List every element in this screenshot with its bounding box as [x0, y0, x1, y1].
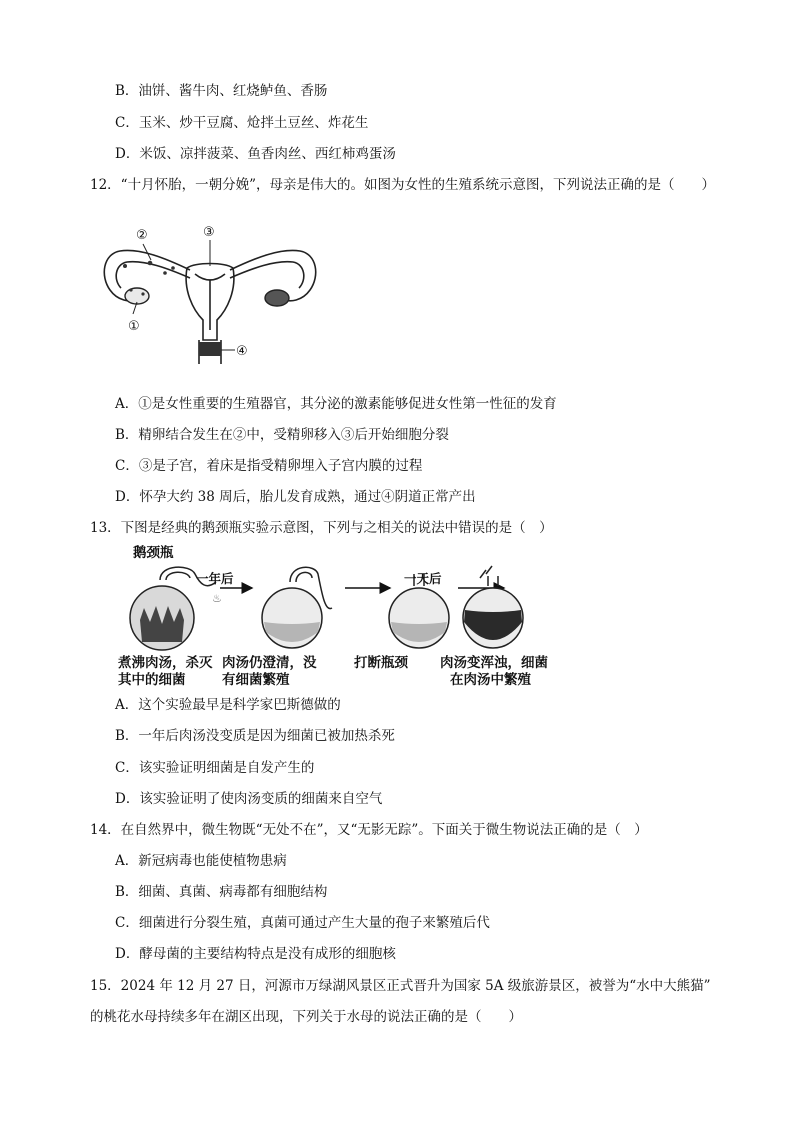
q14-option-a: A．新冠病毒也能使植物患病 [115, 853, 287, 869]
svg-text:♨: ♨ [212, 592, 222, 605]
q11-option-c: C．玉米、炒干豆腐、炝拌土豆丝、炸花生 [115, 115, 369, 131]
q12-option-a: A．①是女性重要的生殖器官，其分泌的激素能够促进女性第一性征的发育 [115, 396, 557, 412]
q13-stem: 13．下图是经典的鹅颈瓶实验示意图，下列与之相关的说法中错误的是（ ） [90, 520, 553, 536]
figure-label-4: ④ [236, 344, 248, 359]
caption-clear-line1: 肉汤仍澄清，没 [222, 655, 317, 671]
swan-neck-flask-title: 鹅颈瓶 [133, 545, 174, 561]
q13-option-b: B．一年后肉汤没变质是因为细菌已被加热杀死 [115, 728, 395, 744]
swan-neck-flask-figure [120, 560, 590, 652]
q12-option-d: D．怀孕大约 38 周后，胎儿发育成熟，通过④阴道正常产出 [115, 489, 476, 505]
q14-option-b: B．细菌、真菌、病毒都有细胞结构 [115, 884, 328, 900]
caption-turbid-line1: 肉汤变浑浊，细菌 [440, 655, 548, 671]
q13-option-d: D．该实验证明了使肉汤变质的细菌来自空气 [115, 791, 383, 807]
q14-stem: 14．在自然界中，微生物既“无处不在”，又“无影无踪”。下面关于微生物说法正确的是（ ） [90, 822, 648, 838]
q13-option-c: C．该实验证明细菌是自发产生的 [115, 760, 315, 776]
q13-option-a: A．这个实验最早是科学家巴斯德做的 [115, 697, 341, 713]
q12-stem: 12．“十月怀胎，一朝分娩”，母亲是伟大的。如图为女性的生殖系统示意图，下列说法正确的是（ ） [90, 177, 715, 193]
q15-stem-line2: 的桃花水母持续多年在湖区出现，下列关于水母的说法正确的是（ ） [90, 1009, 522, 1025]
q14-option-d: D．酵母菌的主要结构特点是没有成形的细胞核 [115, 946, 396, 962]
figure-label-3: ③ [203, 225, 215, 240]
q11-option-b: B．油饼、酱牛肉、红烧鲈鱼、香肠 [115, 83, 328, 99]
caption-turbid-line2: 在肉汤中繁殖 [450, 672, 531, 688]
q12-option-b: B．精卵结合发生在②中，受精卵移入③后开始细胞分裂 [115, 427, 449, 443]
figure-label-2: ② [136, 228, 148, 243]
caption-boil-line1: 煮沸肉汤，杀灭 [118, 655, 213, 671]
arrow-label-one-day: 一天后 [404, 571, 442, 586]
q11-option-d: D．米饭、凉拌菠菜、鱼香肉丝、西红柿鸡蛋汤 [115, 146, 396, 162]
q12-option-c: C．③是子宫，着床是指受精卵埋入子宫内膜的过程 [115, 458, 423, 474]
arrow-label-one-year: 一年后 [196, 571, 234, 586]
caption-break-neck: 打断瓶颈 [354, 655, 408, 671]
q15-stem-line1: 15．2024 年 12 月 27 日，河源市万绿湖风景区正式晋升为国家 5A 级旅游景区，被誉为“水中大熊猫” [90, 978, 711, 994]
caption-boil-line2: 其中的细菌 [118, 672, 186, 688]
figure-label-1: ① [128, 319, 140, 334]
q14-option-c: C．细菌进行分裂生殖，真菌可通过产生大量的孢子来繁殖后代 [115, 915, 490, 931]
caption-clear-line2: 有细菌繁殖 [222, 672, 290, 688]
